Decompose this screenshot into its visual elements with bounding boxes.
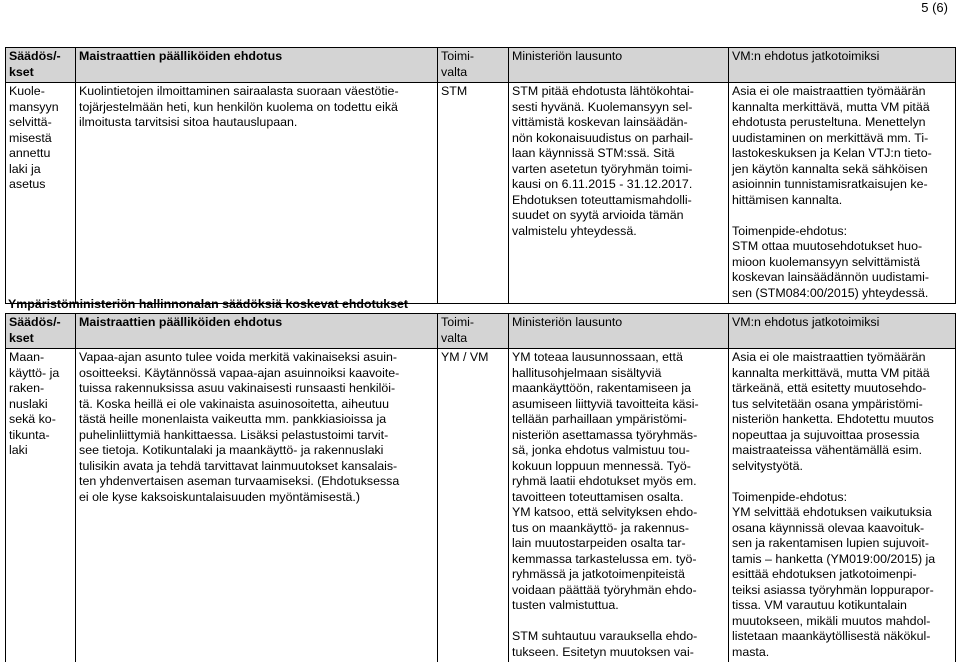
col-header-statement (509, 48, 729, 83)
cell-law (6, 349, 76, 662)
statement-line: tus on maankäyttö- ja rakennus- (512, 521, 726, 537)
proposal-line: tojärjestelmään heti, kun henkilön kuolema on todettu eikä (79, 100, 435, 116)
statement-line: lain muutostarpeiden osalta tar- (512, 536, 726, 552)
statement-line: tukseen. Esitetyn muutoksen vai- (512, 645, 726, 661)
cell-actor (438, 83, 509, 304)
law-line: tikunta- (9, 428, 73, 444)
followup-line: maistraateissa vähentämällä esim. (732, 443, 953, 459)
statement-line: nisteriön asettamassa työryhmäs- (512, 428, 726, 444)
statement-line: YM toteaa lausunnossaan, että (512, 350, 726, 366)
followup-measure-line: tamis – hanketta (YM019:00/2015) ja (732, 552, 953, 568)
followup-line: uudistaminen on merkittävä mm. Ti- (732, 131, 953, 147)
law-line: selvittä- (9, 115, 73, 131)
col-header-actor-line: valta (441, 331, 506, 347)
statement-line: ryhmässä ja jatkotoimenpiteistä (512, 567, 726, 583)
proposal-line: puhelinliittymiä hankittaessa. Lisäksi pelastustoimi tarvit- (79, 428, 435, 444)
page-number: 5 (6) (878, 0, 948, 16)
followup-line: kannalta merkittävä, mutta VM pitää (732, 366, 953, 382)
col-header-law-line: kset (9, 331, 73, 347)
followup-measure-line: osana käynnissä olevaa kaavoituk- (732, 521, 953, 537)
proposal-line: tästä heille monenlaista vaikeutta mm. pankkiasioissa ja (79, 412, 435, 428)
law-line: sekä ko- (9, 412, 73, 428)
followup-measure-line: tissa. VM varautuu kotikuntalain (732, 598, 953, 614)
followup-line: kannalta merkittävä, mutta VM pitää (732, 100, 953, 116)
statement-line: sä, jonka ehdotus valmistuu tou- (512, 443, 726, 459)
table-header-row (6, 314, 956, 349)
proposal-line: ten yhdenvertaisen aseman turvaamiseksi. (Ehdotuksessa (79, 474, 435, 490)
cell-statement (509, 83, 729, 304)
actor-text: YM / VM (441, 350, 489, 364)
col-header-law-line: Säädös/- (9, 315, 73, 331)
col-header-law-line: Säädös/- (9, 49, 73, 65)
statement-line: voidaan päättää työryhmän ehdo- (512, 583, 726, 599)
statement-line: STM suhtautuu varauksella ehdo- (512, 629, 726, 645)
followup-line: nopeuttaa ja sujuvoittaa prosessia (732, 428, 953, 444)
col-header-proposal (76, 314, 438, 349)
law-line: nuslaki (9, 397, 73, 413)
proposal-line: tuissa rakennuksissa asuu vakinaisesti runsaasti henkilöi- (79, 381, 435, 397)
proposal-line: Kuolintietojen ilmoittaminen sairaalasta suoraan väestötie- (79, 84, 435, 100)
followup-measure-line: sen (STM084:00/2015) yhteydessä. (732, 286, 953, 302)
col-header-law-line: kset (9, 65, 73, 81)
spacer (512, 614, 726, 630)
statement-line: hallitusohjelmaan sisältyviä (512, 366, 726, 382)
proposal-line: Vapaa-ajan asunto tulee voida merkitä vakinaiseksi asuin- (79, 350, 435, 366)
statement-line: YM katsoo, että selvityksen ehdo- (512, 505, 726, 521)
col-header-actor (438, 314, 509, 349)
col-header-actor (438, 48, 509, 83)
col-header-actor-line: Toimi- (441, 315, 506, 331)
table-ym (5, 313, 956, 662)
col-header-followup-text: VM:n ehdotus jatkotoimiksi (732, 49, 879, 63)
col-header-actor-line: valta (441, 65, 506, 81)
cell-followup (729, 349, 956, 662)
followup-line: selvitystyötä. (732, 459, 953, 475)
followup-line: lastokeskuksen ja Kelan VTJ:n tieto- (732, 146, 953, 162)
spacer (732, 208, 953, 224)
followup-line: asioinnin tunnistamisratkaisujen ke- (732, 177, 953, 193)
spacer (732, 474, 953, 490)
proposal-line: osoitteeksi. Käytännössä vapaa-ajan asuinnoiksi kaavoite- (79, 366, 435, 382)
cell-proposal (76, 83, 438, 304)
statement-line: kokuun loppuun mennessä. Työ- (512, 459, 726, 475)
statement-line: maankäyttöön, rakentamiseen ja (512, 381, 726, 397)
law-line: annettu (9, 146, 73, 162)
law-line: käyttö- ja (9, 366, 73, 382)
statement-line: ryhmä laatii ehdotukset myös em. (512, 474, 726, 490)
cell-followup (729, 83, 956, 304)
followup-measure-line: STM ottaa muutosehdotukset huo- (732, 239, 953, 255)
law-line: Kuole- (9, 84, 73, 100)
followup-line: tärkeänä, että esitetty muutosehdo- (732, 381, 953, 397)
proposal-line: tulisikin avata ja tehdä tarvittavat lainmuutokset kansalais- (79, 459, 435, 475)
followup-measure-line: koskevan lainsäädännön uudistami- (732, 270, 953, 286)
law-line: misestä (9, 131, 73, 147)
followup-measure-line: esittää ehdotuksen jatkotoimenpi- (732, 567, 953, 583)
col-header-followup (729, 48, 956, 83)
col-header-proposal-text: Maistraattien päälliköiden ehdotus (79, 49, 282, 63)
followup-measure-line: muutokseen, mikäli muutos mahdol- (732, 614, 953, 630)
col-header-proposal (76, 48, 438, 83)
col-header-statement (509, 314, 729, 349)
col-header-followup (729, 314, 956, 349)
followup-measure-line: mioon kuolemansyyn selvittämistä (732, 255, 953, 271)
table-header-row (6, 48, 956, 83)
statement-line: laan käynnissä STM:ssä. Sitä (512, 146, 726, 162)
col-header-law (6, 48, 76, 83)
followup-line: Asia ei ole maistraattien työmäärän (732, 350, 953, 366)
col-header-statement-text: Ministeriön lausunto (512, 49, 622, 63)
law-line: laki ja (9, 162, 73, 178)
law-line: Maan- (9, 350, 73, 366)
cell-actor (438, 349, 509, 662)
statement-line: sesti hyvänä. Kuolemansyyn sel- (512, 100, 726, 116)
proposal-line: tä. Koska heillä ei ole vakinaista asuinosoitetta, aiheutuu (79, 397, 435, 413)
col-header-law (6, 314, 76, 349)
cell-law (6, 83, 76, 304)
followup-measure-line: sen ja rakentamisen lupien sujuvoit- (732, 536, 953, 552)
proposal-line: ei ole kyse kaksoiskuntalaisuuden myöntämisestä.) (79, 490, 435, 506)
followup-line: Asia ei ole maistraattien työmäärän (732, 84, 953, 100)
table-row (6, 83, 956, 304)
statement-line: tavoitteen toteuttamisen osalta. (512, 490, 726, 506)
law-line: raken- (9, 381, 73, 397)
followup-measure-line: masta. (732, 645, 953, 661)
col-header-proposal-text: Maistraattien päälliköiden ehdotus (79, 315, 282, 329)
followup-line: ehdotusta perusteltuna. Menettelyn (732, 115, 953, 131)
followup-measure-line: YM selvittää ehdotuksen vaikutuksia (732, 505, 953, 521)
col-header-actor-line: Toimi- (441, 49, 506, 65)
statement-line: asumiseen liittyviä tavoitteita käsi- (512, 397, 726, 413)
followup-measure-line: listetaan maankäytöllisestä näkökul- (732, 629, 953, 645)
followup-line: jen käytön kannalta sekä sähköisen (732, 162, 953, 178)
table-row (6, 349, 956, 662)
proposal-line: ilmoitusta tarvitsisi sitoa hautauslupaan. (79, 115, 435, 131)
cell-proposal (76, 349, 438, 662)
col-header-statement-text: Ministeriön lausunto (512, 315, 622, 329)
statement-line: nön kokonaisuudistus on parhail- (512, 131, 726, 147)
statement-line: STM pitää ehdotusta lähtökohtai- (512, 84, 726, 100)
cell-statement (509, 349, 729, 662)
statement-line: kausi on 6.11.2015 - 31.12.2017. (512, 177, 726, 193)
law-line: laki (9, 443, 73, 459)
statement-line: vittämistä koskevan lainsäädän- (512, 115, 726, 131)
proposal-line: see tietoja. Kotikuntalaki ja maankäyttö- ja rakennuslaki (79, 443, 435, 459)
actor-text: STM (441, 84, 467, 98)
statement-line: tellään parhaillaan ympäristömi- (512, 412, 726, 428)
statement-line: valmistelu yhteydessä. (512, 224, 726, 240)
law-line: mansyyn (9, 100, 73, 116)
followup-line: nisteriön hanketta. Ehdotettu muutos (732, 412, 953, 428)
followup-measure-title: Toimenpide-ehdotus: (732, 490, 953, 506)
followup-line: tus selvitetään osana ympäristömi- (732, 397, 953, 413)
law-line: asetus (9, 177, 73, 193)
table-stm (5, 47, 956, 304)
statement-line: kemmassa tarkastelussa em. työ- (512, 552, 726, 568)
followup-measure-line: teiksi asiassa työryhmän loppurapor- (732, 583, 953, 599)
statement-line: tusten valmistuttua. (512, 598, 726, 614)
col-header-followup-text: VM:n ehdotus jatkotoimiksi (732, 315, 879, 329)
statement-line: varten asetetun työryhmän toimi- (512, 162, 726, 178)
section-title: Ympäristöministeriön hallinnonalan säädöksiä koskevat ehdotukset (5, 296, 958, 312)
statement-line: suudet on syytä arvioida tämän (512, 208, 726, 224)
followup-line: hittämisen kannalta. (732, 193, 953, 209)
statement-line: Ehdotuksen toteuttamismahdolli- (512, 193, 726, 209)
followup-measure-title: Toimenpide-ehdotus: (732, 224, 953, 240)
